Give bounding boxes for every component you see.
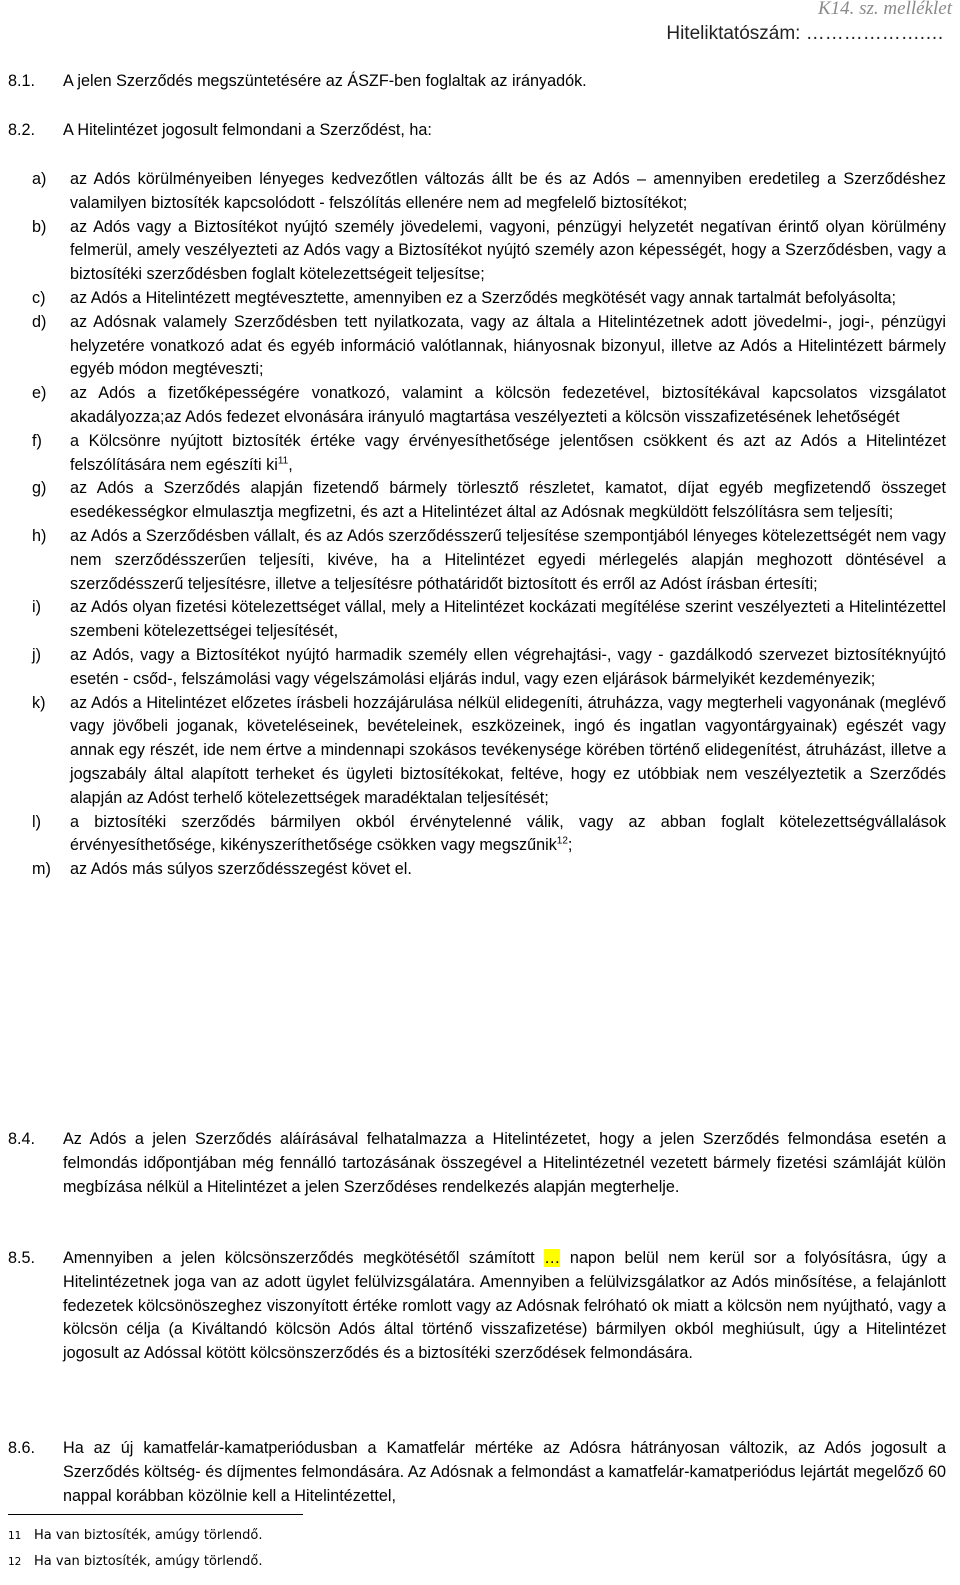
item-label: l) — [32, 812, 41, 831]
termination-conditions-list — [32, 168, 946, 882]
list-item — [32, 216, 946, 287]
list-item — [32, 525, 946, 596]
item-text: az Adós körülményeiben lényeges kedvezőtlen változás állt be és az Adós – amennyiben eredetileg a Szerződéshez valamilyen biztosíték kapcsolódott - felszólítás ellenére nem ad megfelelő biztosítékot; — [70, 170, 946, 212]
item-text: az Adós más súlyos szerződésszegést követ el. — [70, 860, 412, 879]
section-intro: A Hitelintézet jogosult felmondani a Szerződést, ha: — [63, 121, 432, 139]
item-text — [70, 811, 946, 859]
item-text-main: a Kölcsönre nyújtott biztosíték értéke vagy érvényesíthetősége jelentősen csökkent és azt az Adós a Hitelintézet felszólítására nem egészíti ki — [70, 431, 946, 474]
item-text-tail: ; — [567, 836, 573, 855]
item-label: f) — [32, 431, 42, 450]
list-item — [32, 382, 946, 430]
list-item — [32, 168, 946, 216]
item-label: i) — [32, 598, 41, 617]
section-number: 8.5. — [8, 1249, 36, 1267]
section-8-1 — [8, 70, 946, 94]
item-label: a) — [32, 170, 47, 188]
list-item — [32, 811, 946, 859]
header-annex-label: K14. sz. melléklet — [817, 0, 952, 19]
list-item — [32, 644, 946, 692]
item-text: az Adós olyan fizetési kötelezettséget vállal, mely a Hitelintézet kockázati megítélése szerint veszélyezteti a Hitelintézettel szembeni kötelezettségei teljesítését, — [70, 598, 946, 641]
list-item — [32, 287, 946, 311]
list-item — [32, 311, 946, 382]
highlighted-placeholder: … — [544, 1249, 561, 1267]
section-text: A jelen Szerződés megszüntetésére az ÁSZF-ben foglaltak az irányadók. — [63, 72, 587, 90]
section-8-2 — [8, 119, 946, 143]
item-text: az Adós, vagy a Biztosítékot nyújtó harmadik személy ellen végrehajtási-, vagy - gazdálkodó szervezet biztosítéknyújtó esetén - csőd-, felszámolási vagy végelszámolási eljárás indul, vagy ezen eljárások bármelyikét kezdeményezik; — [70, 645, 946, 688]
footnote — [8, 1553, 262, 1571]
header-credit-id: Hiteliktatószám: ……………….… — [666, 23, 944, 44]
section-number: 8.2. — [8, 121, 36, 139]
item-text — [70, 430, 946, 478]
footnote-number: 12 — [8, 1556, 22, 1568]
section-text: Az Adós a jelen Szerződés aláírásával felhatalmazza a Hitelintézetet, hogy a jelen Szerződés felmondása esetén a felmondás időpontjában még fennálló tartozásának összegével a Hitelintézetnél vezetett bármely fizetési számláját külön megbízása nélkül a Hitelintézet a jelen Szerződéses rendelkezés alapján megterhelje. — [63, 1130, 946, 1196]
footnote-ref: 12 — [556, 835, 568, 847]
list-item — [32, 477, 946, 525]
section-8-4 — [8, 1128, 946, 1199]
item-text: az Adós a Hitelintézett megtévesztette, amennyiben ez a Szerződés megkötését vagy annak tartalmát befolyásolta; — [70, 288, 897, 307]
list-item — [32, 692, 946, 811]
item-text: az Adós a Szerződés alapján fizetendő bármely törlesztő részletet, kamatot, díjat egyéb megfizetendő összeget esedékességkor elmulasztja megfizetni, és azt a Hitelintézet által az Adósnak megküldött felszólításra sem teljesíti; — [70, 479, 946, 522]
section-text — [63, 1247, 946, 1366]
list-item — [32, 596, 946, 644]
item-label: g) — [32, 479, 47, 498]
section-number: 8.1. — [8, 72, 36, 90]
footnote-number: 11 — [8, 1530, 22, 1542]
section-text-after: napon belül nem kerül sor a folyósításra, úgy a Hitelintézetnek joga van az adott ügylet felülvizsgálatára. Amennyiben a felülvizsgálatkor az Adós minősítése, a felajánlott fedezetek kölcsönöszeghez viszonyított értéke romlott vagy az Adósnak felróható ok miatt a kölcsön nem nyújthatό, vagy a kölcsön célja (a Kiváltandó kölcsön Adós által történő visszafizetése) bármilyen okból meghiúsult, úgy a Hitelintézet jogosult az Adóssal kötött kölcsönszerződés és a biztosítéki szerződések felmondására. — [63, 1249, 946, 1363]
item-text: az Adós a fizetőképességére vonatkozó, valamint a kölcsön fedezetével, biztosítékával kapcsolatos vizsgálatot akadályozza;az Adós fedezet elvonására irányuló magtartása veszélyezteti a kölcsön visszafizetésének lehetőségét — [70, 384, 946, 426]
section-number: 8.6. — [8, 1439, 36, 1457]
item-text: az Adós vagy a Biztosítékot nyújtó személy jövedelemi, vagyoni, pénzügyi helyzetét negatívan érintő olyan körülmény felmerül, amely veszélyezteti az Adós vagy a Biztosítékot nyújtó személy azon képességét, hogy a Szerződésben, vagy a biztosítéki szerződésben foglalt kötelezettségeit teljesítse; — [70, 217, 946, 284]
item-text-main: a biztosítéki szerződés bármilyen okból érvénytelenné válik, vagy az abban foglalt kötelezettségvállalások érvényesíthetősége, kikényszeríthetősége csökken vagy megszűnik — [70, 812, 946, 855]
section-text-before: Amennyiben a jelen kölcsönszerződés megkötésétől számított — [63, 1249, 545, 1267]
section-8-6 — [8, 1437, 946, 1508]
section-text: Ha az új kamatfelár-kamatperiódusban a Kamatfelár mértéke az Adósra hátrányosan változik, az Adós jogosult a Szerződés költség- és díjmentes felmondására. Az Adósnak a felmondást a kamatfelár-kamatperiódus lejártát megelőző 60 nappal korábban közölnie kell a Hitelintézettel, — [63, 1439, 946, 1505]
footnote-ref: 11 — [277, 455, 289, 467]
section-number: 8.4. — [8, 1130, 36, 1148]
item-text: az Adós a Hitelintézet előzetes írásbeli hozzájárulása nélkül elidegeníti, átruházza, vagy megterheli vagyonának (meglévő vagy jövőbeli joganak, követeléseinek, bevételeinek, eszközeinek, ingó és ingatlan vagyontárgyainak) egészét vagy annak egy részét, ide nem értve a mindennapi szokásos tevékenysége körében történő elidegenítést, átruházást, illetve a jogszabály által alapított terheket és ügyleti biztosítékokat, feltéve, hogy ez utóbbiak nem veszélyeztetik a Szerződés alapján az Adóst terhelő kötelezettségek maradéktalan teljesítését; — [70, 693, 946, 807]
list-item — [32, 430, 946, 478]
item-label: e) — [32, 384, 47, 403]
footnote-text: Ha van biztosíték, amúgy törlendő. — [34, 1554, 263, 1569]
item-label: d) — [32, 312, 47, 331]
item-text: az Adósnak valamely Szerződésben tett nyilatkozata, vagy az általa a Hitelintézetnek adott jövedelmi-, jogi-, pénzügyi helyzetére vonatkozó adat és egyéb információ valótlannak, hiányosnak bizonyul, illetve az Adós a Hitelintézett bármely egyéb módon megtéveszti; — [70, 312, 946, 379]
item-label: j) — [32, 645, 41, 664]
item-label: c) — [32, 288, 46, 307]
list-item — [32, 858, 946, 882]
footnote-text: Ha van biztosíték, amúgy törlendő. — [34, 1528, 263, 1543]
item-text: az Adós a Szerződésben vállalt, és az Adós szerződésszerű teljesítése szempontjából lényeges kötelezettségét nem vagy nem szerződésszerűen teljesíti, kivéve, ha a Hitelintézet egyedi mérlegelés alapján meghozott döntésével a szerződésszerű teljesítésre, illetve a teljesítésre póthatáridőt biztosított és erről az Adóst írásban értesíti; — [70, 526, 946, 593]
item-label: h) — [32, 526, 47, 545]
section-8-5 — [8, 1247, 946, 1366]
item-text-tail: , — [288, 455, 293, 474]
footnote-separator — [8, 1514, 303, 1515]
footnote — [8, 1527, 262, 1545]
item-label: m) — [32, 860, 51, 879]
item-label: b) — [32, 217, 47, 236]
item-label: k) — [32, 693, 46, 712]
